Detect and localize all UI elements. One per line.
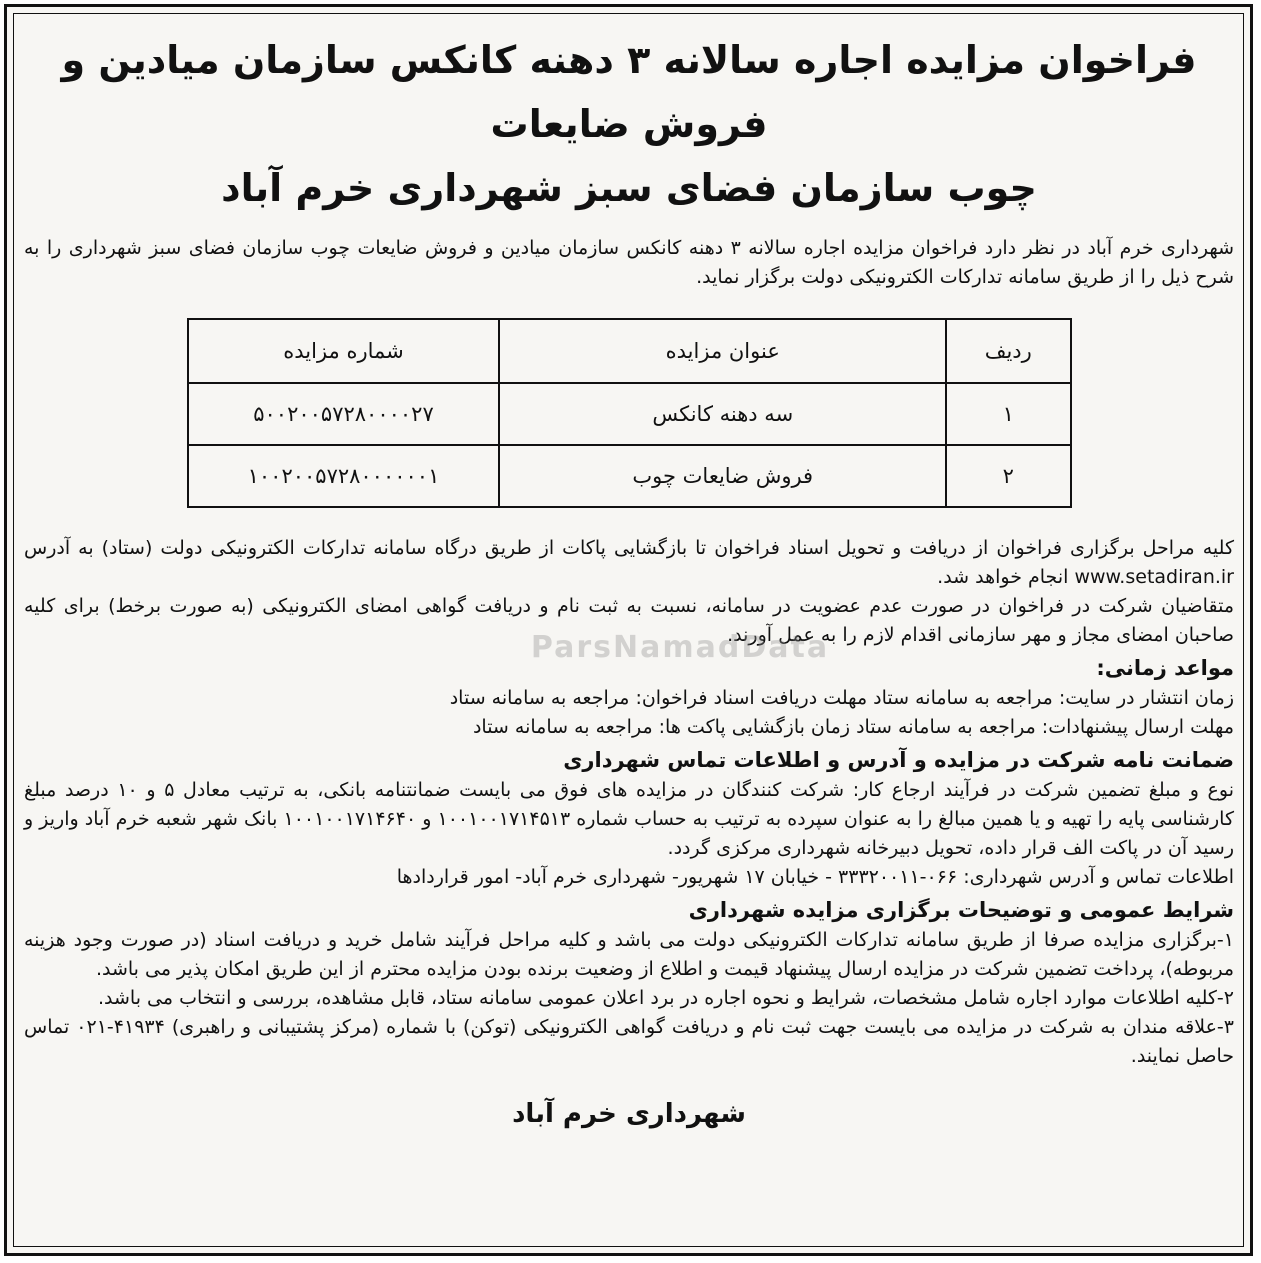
- table-header-row: [188, 319, 1071, 383]
- process-text-end: انجام خواهد شد.: [937, 566, 1069, 588]
- registration-paragraph: متقاضیان شرکت در فراخوان در صورت عدم عضویت در سامانه، نسبت به ثبت نام و دریافت گواهی امضای الکترونیکی (به صورت برخط) برای کلیه صاحبان امضای مجاز و مهر سازمانی اقدام لازم را به عمل آورند.: [24, 595, 1234, 646]
- cell-row-number: ۲: [946, 445, 1070, 507]
- conditions-heading: شرایط عمومی و توضیحات برگزاری مزایده شهرداری: [688, 898, 1234, 922]
- contact-paragraph: اطلاعات تماس و آدرس شهرداری: ۰۶۶-۳۳۳۲۰۰۱۱ - خیابان ۱۷ شهریور- شهرداری خرم آباد- امور قراردادها: [396, 866, 1234, 888]
- header-auction-number: شماره مزایده: [188, 319, 500, 383]
- header-row-number: ردیف: [946, 319, 1070, 383]
- intro-paragraph: شهرداری خرم آباد در نظر دارد فراخوان مزایده اجاره سالانه ۳ دهنه کانکس سازمان میادین و فروش ضایعات چوب سازمان فضای سبز شهرداری را به شرح ذیل را از طریق سامانه تدارکات الکترونیکی دولت برگزار نماید.: [24, 237, 1234, 288]
- process-paragraph: [24, 534, 1234, 592]
- schedule-heading: مواعد زمانی:: [1096, 656, 1234, 680]
- cell-auction-title: فروش ضایعات چوب: [499, 445, 946, 507]
- cell-row-number: ۱: [946, 383, 1070, 445]
- cell-auction-number: ۵۰۰۲۰۰۵۷۲۸۰۰۰۰۲۷: [188, 383, 500, 445]
- condition-1: ۱-برگزاری مزایده صرفا از طریق سامانه تدارکات الکترونیکی دولت می باشد و کلیه مراحل فرآیند شامل خرید و دریافت اسناد (در صورت وجود هزینه مربوطه)، پرداخت تضمین شرکت در مزایده ارسال پیشنهاد قیمت و اطلاع از وضعیت برنده بودن مزایده محترم از این طریق امکان پذیر می باشد.: [24, 929, 1234, 980]
- auction-table: [187, 318, 1072, 508]
- watermark-text: ParsNamadData: [530, 630, 830, 665]
- title-line-1: فراخوان مزایده اجاره سالانه ۳ دهنه کانکس سازمان میادین و فروش ضایعات: [61, 38, 1197, 146]
- cell-auction-number: ۱۰۰۲۰۰۵۷۲۸۰۰۰۰۰۰۱: [188, 445, 500, 507]
- table-row: [188, 445, 1071, 507]
- cell-auction-title: سه دهنه کانکس: [499, 383, 946, 445]
- header-auction-title: عنوان مزایده: [499, 319, 946, 383]
- condition-2: ۲-کلیه اطلاعات موارد اجاره شامل مشخصات، شرایط و نحوه اجاره در برد اعلان عمومی سامانه ستاد، قابل مشاهده، بررسی و انتخاب می باشد.: [98, 987, 1234, 1009]
- guarantee-heading: ضمانت نامه شرکت در مزایده و آدرس و اطلاعات تماس شهرداری: [563, 748, 1234, 772]
- website-link[interactable]: www.setadiran.ir: [1074, 566, 1234, 588]
- process-text: کلیه مراحل برگزاری فراخوان از دریافت و تحویل اسناد فراخوان تا بازگشایی پاکات از طریق درگاه سامانه تدارکات الکترونیکی دولت (ستاد) به آدرس: [24, 537, 1234, 559]
- guarantee-paragraph: نوع و مبلغ تضمین شرکت در فرآیند ارجاع کار: شرکت کنندگان در مزایده های فوق می بایست ضمانتنامه بانکی، به ترتیب معادل ۵ و ۱۰ درصد مبلغ کارشناسی پایه را تهیه و یا همین مبالغ را به عنوان سپرده به ترتیب به حساب شماره ۱۰۰۱۰۰۱۷۱۴۵۱۳ و ۱۰۰۱۰۰۱۷۱۴۶۴۰ بانک شهر شعبه خرم آباد واریز و رسید آن در پاکت الف قرار داده، تحویل دبیرخانه شهرداری مرکزی گردد.: [24, 779, 1234, 859]
- schedule-line-2: مهلت ارسال پیشنهادات: مراجعه به سامانه ستاد زمان بازگشایی پاکت ها: مراجعه به سامانه ستاد: [472, 716, 1234, 738]
- schedule-line-1: زمان انتشار در سایت: مراجعه به سامانه ستاد مهلت دریافت اسناد فراخوان: مراجعه به سامانه ستاد: [449, 687, 1234, 709]
- announcement: [18, 18, 1240, 1243]
- table-row: [188, 383, 1071, 445]
- condition-3: ۳-علاقه مندان به شرکت در مزایده می بایست جهت ثبت نام و دریافت گواهی الکترونیکی (توکن) با شماره (مرکز پشتیبانی و راهبری) ۴۱۹۳۴-۰۲۱ تماس حاصل نمایند.: [24, 1016, 1234, 1067]
- title-line-2: چوب سازمان فضای سبز شهرداری خرم آباد: [221, 166, 1037, 210]
- signature: شهرداری خرم آباد: [512, 1099, 746, 1129]
